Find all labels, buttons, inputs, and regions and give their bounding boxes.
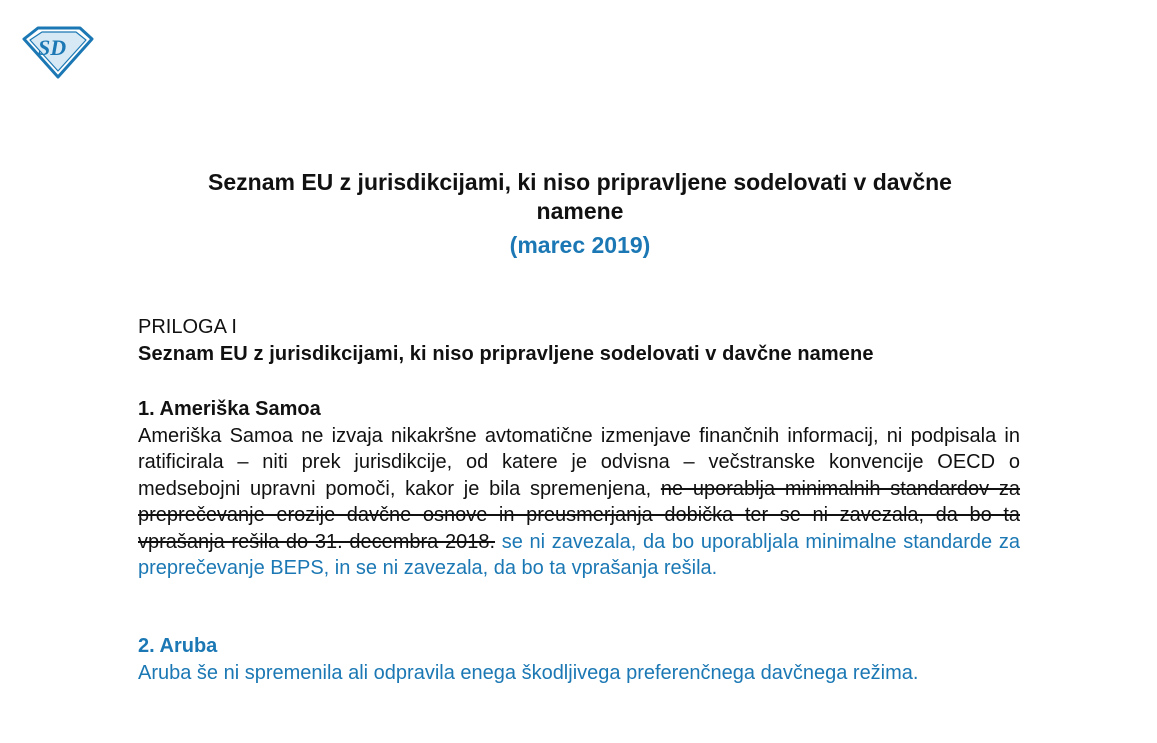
section-heading: 1. Ameriška Samoa	[138, 398, 321, 420]
annex-label: PRILOGA I	[138, 316, 237, 338]
section-american-samoa	[138, 396, 1020, 582]
deleted-text: ne uporablja minimalnih standardov za preprečevanje erozije davčne osnove in preusmerjanja dobička ter se ni zavezala, da bo ta vprašanja rešila do 31. decembra 2018.	[138, 477, 1021, 553]
page-title-line1: Seznam EU z jurisdikcijami, ki niso pripravljene sodelovati v davčne	[208, 169, 952, 195]
logo-text: SD	[38, 35, 67, 60]
annex-block	[138, 314, 1020, 367]
page-date: (marec 2019)	[509, 232, 651, 258]
section-heading: 2. Aruba	[138, 635, 218, 657]
inserted-text: Aruba še ni spremenila ali odpravila enega škodljivega preferenčnega davčnega režima.	[138, 661, 919, 684]
page-title-line2: namene	[536, 198, 624, 224]
section-aruba	[138, 633, 1020, 686]
section-paragraph	[138, 423, 1020, 582]
inserted-text: se ni zavezala, da bo uporabljala minimalne standarde za preprečevanje BEPS, in se ni zavezala, da bo ta vprašanja rešila.	[138, 530, 1020, 579]
logo	[20, 25, 96, 81]
paragraph-text: Ameriška Samoa ne izvaja nikakršne avtomatične izmenjave finančnih informacij, ni podpisala in ratificirala – niti prek jurisdikcije, od katere je odvisna – večstranske konvencije OECD o medsebojni upravni pomoči, kakor je bila spremenjena,	[138, 424, 1020, 500]
annex-subtitle: Seznam EU z jurisdikcijami, ki niso pripravljene sodelovati v davčne namene	[138, 342, 874, 365]
